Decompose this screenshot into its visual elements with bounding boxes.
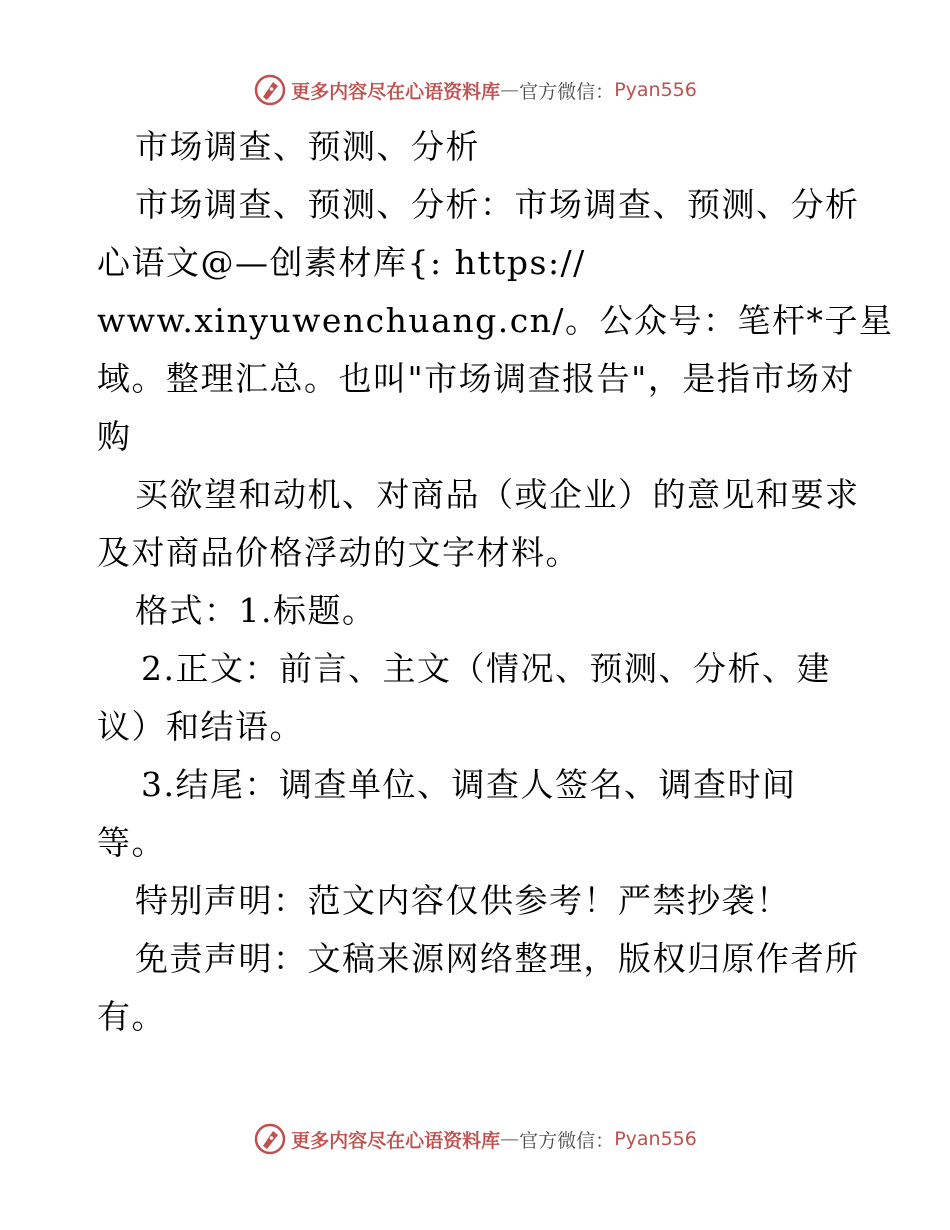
doc-line: 买欲望和动机、对商品（或企业）的意见和要求 <box>135 475 860 514</box>
banner-title: 更多内容尽在心语资料库 <box>291 80 501 103</box>
banner-separator: — <box>500 79 520 101</box>
doc-line: 购 <box>97 417 132 456</box>
doc-format-item: 2.正文：前言、主文（情况、预测、分析、建 <box>141 649 831 688</box>
doc-format-item: 3.结尾：调查单位、调查人签名、调查时间 <box>141 765 797 804</box>
doc-special-notice: 特别声明：范文内容仅供参考！严禁抄袭！ <box>135 881 791 920</box>
doc-line: 市场调查、预测、分析：市场调查、预测、分析 <box>135 185 860 224</box>
doc-disclaimer: 免责声明：文稿来源网络整理，版权归原作者所 <box>135 939 860 978</box>
doc-line: 域。整理汇总。也叫"市场调查报告"，是指市场对 <box>97 359 855 398</box>
banner-wechat-id: Pyan556 <box>614 79 697 101</box>
doc-line: 心语文@—创素材库{: https:// <box>97 243 586 282</box>
banner-wechat-id: Pyan556 <box>614 1128 697 1150</box>
banner-wechat-label: 官方微信： <box>519 80 615 103</box>
doc-line: www.xinyuwenchuang.cn/。公众号：笔杆*子星 <box>97 301 894 340</box>
document-body <box>97 118 894 1046</box>
pen-nib-circle-icon <box>253 1122 287 1156</box>
doc-title: 市场调查、预测、分析 <box>135 127 480 166</box>
header-banner <box>0 72 950 108</box>
banner-wechat-label: 官方微信： <box>519 1129 615 1152</box>
doc-line: 有。 <box>97 997 166 1036</box>
banner-title: 更多内容尽在心语资料库 <box>291 1129 501 1152</box>
doc-line: 及对商品价格浮动的文字材料。 <box>97 533 580 572</box>
banner-separator: — <box>500 1128 520 1150</box>
doc-format-heading: 格式：1.标题。 <box>135 591 377 630</box>
doc-line: 等。 <box>97 823 166 862</box>
pen-nib-circle-icon <box>253 73 287 107</box>
footer-banner <box>0 1121 950 1157</box>
doc-line: 议）和结语。 <box>97 707 304 746</box>
